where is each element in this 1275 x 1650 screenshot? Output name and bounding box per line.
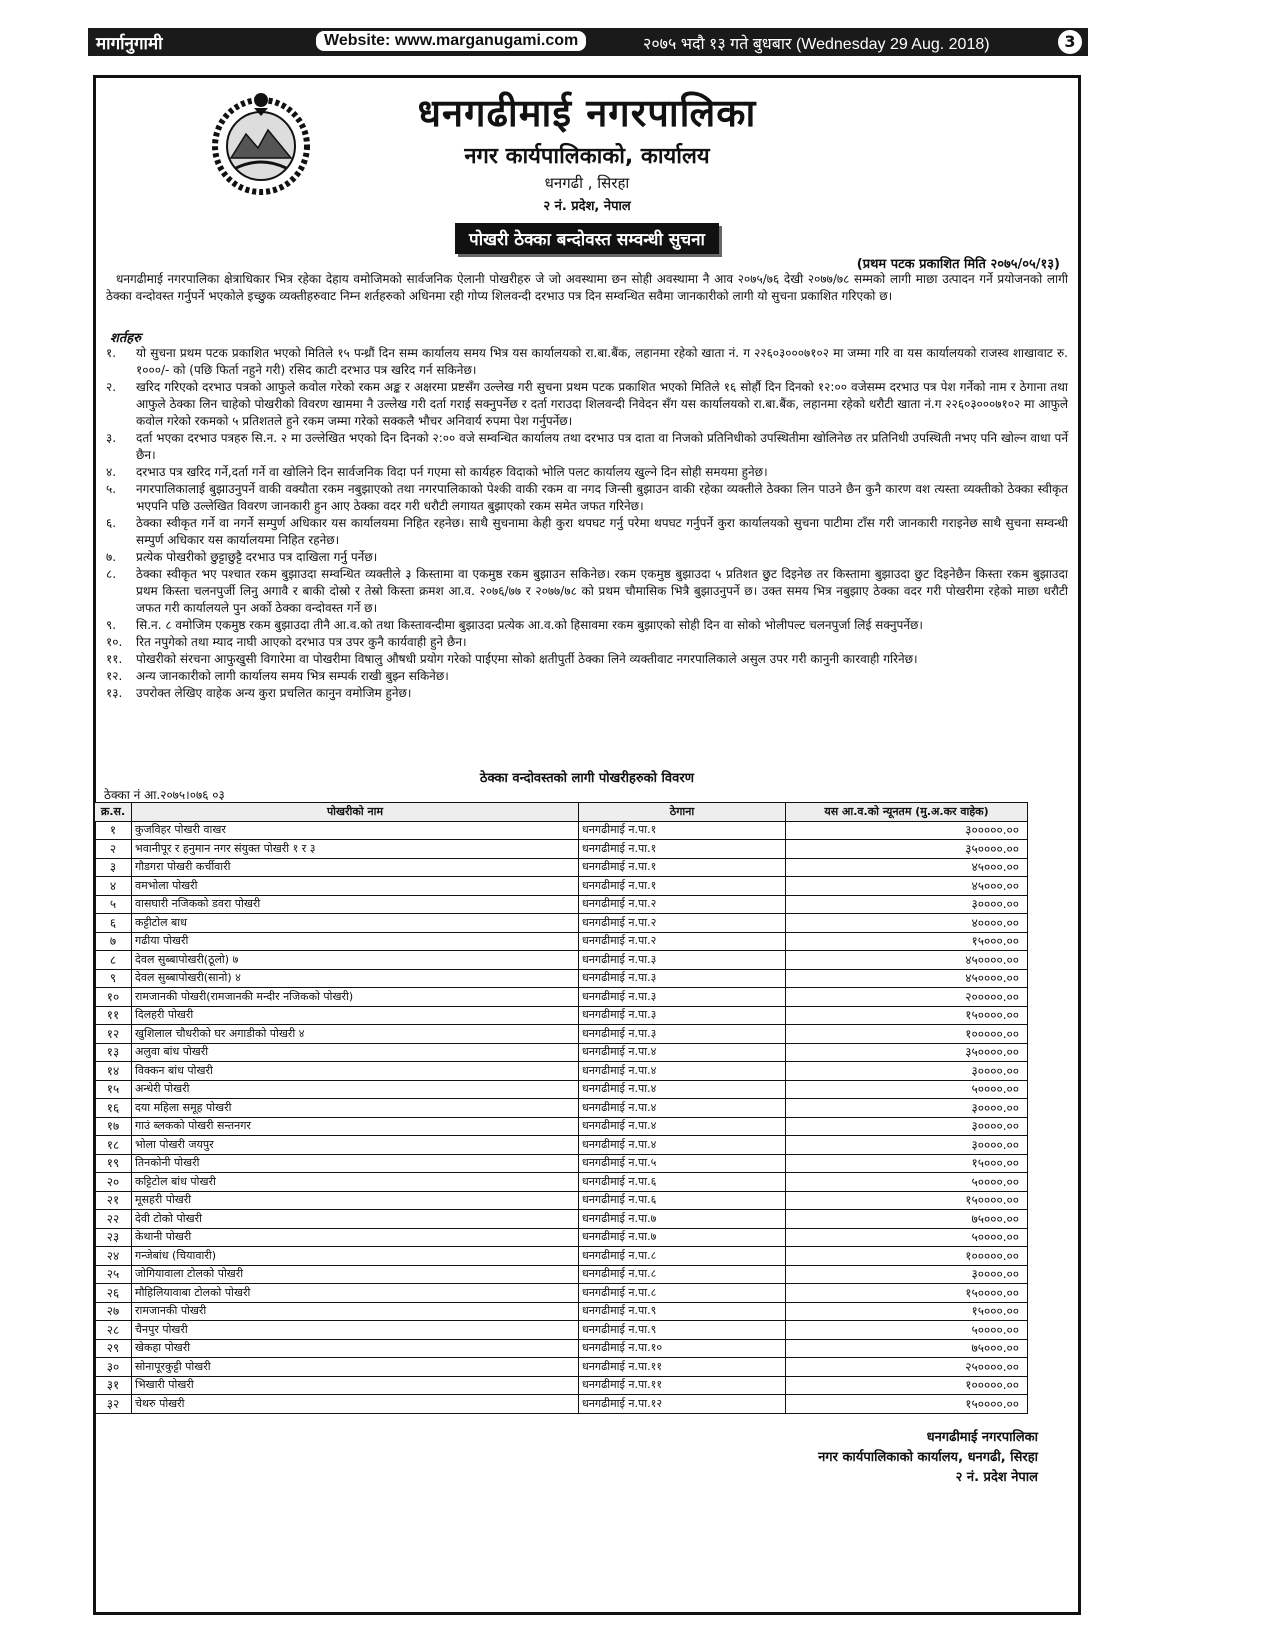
table-row <box>95 840 1028 859</box>
term-item <box>106 651 1068 668</box>
cell-address: धनगढीमाई न.पा.८ <box>579 1247 786 1266</box>
cell-pond-name: भिखारी पोखरी <box>132 1376 579 1395</box>
cell-address: धनगढीमाई न.पा.७ <box>579 1228 786 1247</box>
term-number: १२. <box>106 669 123 683</box>
cell-address: धनगढीमाई न.पा.८ <box>579 1284 786 1303</box>
ponds-table <box>94 802 1028 1414</box>
table-row <box>95 877 1028 896</box>
term-number: ७. <box>106 550 117 564</box>
cell-address: धनगढीमाई न.पा.९ <box>579 1321 786 1340</box>
cell-pond-name: गौडगरा पोखरी कर्चीवारी <box>132 858 579 877</box>
cell-sn: १२ <box>95 1025 132 1044</box>
table-row <box>95 1358 1028 1377</box>
term-item <box>106 634 1068 651</box>
cell-address: धनगढीमाई न.पा.७ <box>579 1210 786 1229</box>
table-row <box>95 1099 1028 1118</box>
cell-pond-name: कट्टिटोल बांध पोखरी <box>132 1173 579 1192</box>
table-row <box>95 1395 1028 1414</box>
cell-amount: ४५००००.०० <box>786 951 1028 970</box>
term-text: रित नपुगेको तथा म्याद नाघी आएको दरभाउ पत्र उपर कुनै कार्यवाही हुने छैन। <box>136 635 467 649</box>
cell-amount: ३००००.०० <box>786 1117 1028 1136</box>
signature-block <box>818 1428 1038 1488</box>
cell-amount: ४५०००.०० <box>786 858 1028 877</box>
cell-pond-name: देवल सुब्बापोखरी(ठूलो) ७ <box>132 951 579 970</box>
office-location: धनगढी , सिरहा <box>544 174 630 192</box>
cell-amount: ५००००.०० <box>786 1080 1028 1099</box>
term-text: दर्ता भएका दरभाउ पत्रहरु सि.न. २ मा उल्लेखित भएको दिन दिनको २:०० वजे सम्वन्धित कार्यालय तथा दरभाउ पत्र दाता वा निजको प्रतिनिधीको उपस्थितीमा खोलिनेछ तर प्रतिनिधी उपस्थिती नभए पनि खोल्न वाधा पर्ने छैन। <box>136 431 1068 462</box>
cell-sn: ८ <box>95 951 132 970</box>
table-row <box>95 1228 1028 1247</box>
cell-amount: ३५००००.०० <box>786 1043 1028 1062</box>
cell-address: धनगढीमाई न.पा.६ <box>579 1191 786 1210</box>
cell-pond-name: वमभोला पोखरी <box>132 877 579 896</box>
intro-paragraph: धनगढीमाई नगरपालिका क्षेत्राधिकार भित्र रहेका देहाय वमोजिमको सार्वजनिक ऐलानी पोखरीहरु जे जो अवस्थामा छन सोही अवस्थामा नै आव २०७५/७६ देखी २०७७/७८ सम्मको लागी माछा उत्पादन गर्ने प्रयोजनको लागी ठेक्का वन्दोवस्त गर्नुपर्ने भएकोले इच्छुक व्यक्तीहरुवाट निम्न शर्तहरुको अधिनमा रही गोप्य शिलवन्दी दरभाउ पत्र दिन सम्वन्धित सवैमा जानकारीको लागी यो सुचना प्रकाशित गरिएको छ। <box>106 272 1068 303</box>
municipality-title: धनगढीमाई नगरपालिका <box>417 91 757 135</box>
table-row <box>95 1080 1028 1099</box>
table-title: ठेक्का वन्दोवस्तको लागी पोखरीहरुको विवरण <box>479 771 695 786</box>
cell-sn: ५ <box>95 895 132 914</box>
cell-amount: ३००००.०० <box>786 1265 1028 1284</box>
term-text: ठेक्का स्वीकृत भए पश्चात रकम बुझाउदा सम्वन्धित व्यक्तीले ३ किस्तामा वा एकमुष्ठ रकम बुझाउन सकिनेछ। रकम एकमुष्ठ बुझाउदा ५ प्रतिशत छुट दिइनेछ तर किस्तामा बुझाउदा छुट दिइनेछैन किस्ता रकम बुझाउदा प्रथम किस्ता चलनपुर्जी लिनु अगावै र बाकी दोस्रो र तेस्रो किस्ता क्रमश आ.व. २०७६/७७ र २०७७/७८ को प्रथम चौमासिक भित्रै बुझाउनुपर्ने छ। उक्त समय भित्र नबुझाए ठेक्का वदर गरी पोखरीमा रहेको माछा धरौटी जफत गरी कार्यालयले पुन अर्को ठेक्का वन्दोवस्त गर्ने छ। <box>136 567 1068 615</box>
cell-pond-name: गन्जेबांध (चियावारी) <box>132 1247 579 1266</box>
term-item <box>106 379 1068 430</box>
cell-sn: १७ <box>95 1117 132 1136</box>
cell-sn: १ <box>95 821 132 840</box>
table-row <box>95 1265 1028 1284</box>
cell-sn: ९ <box>95 969 132 988</box>
cell-amount: १५००००.०० <box>786 1395 1028 1414</box>
cell-sn: ३ <box>95 858 132 877</box>
table-row <box>95 1154 1028 1173</box>
cell-sn: २६ <box>95 1284 132 1303</box>
cell-amount: १०००००.०० <box>786 1247 1028 1266</box>
term-item <box>106 345 1068 379</box>
table-row <box>95 1284 1028 1303</box>
cell-address: धनगढीमाई न.पा.३ <box>579 969 786 988</box>
subject-banner <box>96 223 1078 254</box>
cell-pond-name: कट्टीटोल बाध <box>132 914 579 933</box>
cell-address: धनगढीमाई न.पा.६ <box>579 1173 786 1192</box>
table-row <box>95 1321 1028 1340</box>
term-item <box>106 566 1068 617</box>
cell-amount: ७५०००.०० <box>786 1210 1028 1229</box>
term-item <box>106 668 1068 685</box>
term-text: ठेक्का स्वीकृत गर्ने वा नगर्ने सम्पुर्ण अधिकार यस कार्यालयमा निहित रहनेछ। साथै सुचनामा केही कुरा थपघट गर्नु परेमा थपघट गर्नुपर्ने कुरा कार्यालयको सुचना पाटीमा टाँस गरी जानकारी गराइनेछ साथै सुचना सम्वन्धी सम्पुर्ण अधिकार यस कार्यालयमा निहित रहनेछ। <box>136 516 1068 547</box>
cell-pond-name: गाउं ब्लकको पोखरी सन्तनगर <box>132 1117 579 1136</box>
cell-address: धनगढीमाई न.पा.११ <box>579 1358 786 1377</box>
term-text: नगरपालिकालाई बुझाउनुपर्ने वाकी वक्यौता रकम नबुझाएको तथा नगरपालिकाको पेश्की वाकी रकम वा नगद जिन्सी बुझाउन वाकी रहेका व्यक्तीले ठेक्का लिन पाउने छैन कुनै कारण वश त्यस्ता व्यक्तीको ठेक्का स्वीकृत भएपनि पछि उल्लेखित विवरण जानकारी हुन आए ठेक्का वदर गरी धरौटी लगायत बुझाएको रकम समेत जफत गरिनेछ। <box>136 482 1068 513</box>
province-line: २ नं. प्रदेश, नेपाल <box>543 199 631 214</box>
cell-sn: २२ <box>95 1210 132 1229</box>
term-item <box>106 464 1068 481</box>
cell-pond-name: खेकहा पोखरी <box>132 1339 579 1358</box>
table-row <box>95 1025 1028 1044</box>
col-address: ठेगाना <box>579 803 786 822</box>
cell-pond-name: अलुवा बांध पोखरी <box>132 1043 579 1062</box>
cell-pond-name: भवानीपूर र हनुमान नगर संयुक्त पोखरी १ र ३ <box>132 840 579 859</box>
cell-sn: ११ <box>95 1006 132 1025</box>
cell-address: धनगढीमाई न.पा.४ <box>579 1099 786 1118</box>
cell-pond-name: दिलहरी पोखरी <box>132 1006 579 1025</box>
cell-pond-name: रामजानकी पोखरी(रामजानकी मन्दीर नजिकको पोखरी) <box>132 988 579 1007</box>
cell-address: धनगढीमाई न.पा.३ <box>579 988 786 1007</box>
cell-sn: ३२ <box>95 1395 132 1414</box>
cell-sn: २० <box>95 1173 132 1192</box>
cell-address: धनगढीमाई न.पा.१ <box>579 858 786 877</box>
cell-pond-name: केथानी पोखरी <box>132 1228 579 1247</box>
term-number: ९. <box>106 618 117 632</box>
page-number: 3 <box>1058 30 1082 54</box>
cell-amount: ५००००.०० <box>786 1228 1028 1247</box>
cell-sn: १६ <box>95 1099 132 1118</box>
table-row <box>95 988 1028 1007</box>
cell-amount: ५००००.०० <box>786 1321 1028 1340</box>
term-item <box>106 617 1068 634</box>
cell-amount: ५००००.०० <box>786 1173 1028 1192</box>
cell-amount: १५०००.०० <box>786 932 1028 951</box>
term-text: यो सुचना प्रथम पटक प्रकाशित भएको मितिले १५ पन्ध्रौं दिन सम्म कार्यालय समय भित्र यस कार्यालयको रा.बा.बैंक, लहानमा रहेको खाता नं. ग २२६०३०००७१०२ मा जम्मा गरि वा यस कार्यालयको राजस्व शाखावाट रु. १०००/- को (पछि फिर्ता नहुने गरी) रसिद काटी दरभाउ पत्र खरिद गर्न सकिनेछ। <box>136 346 1068 377</box>
cell-amount: १५०००.०० <box>786 1302 1028 1321</box>
terms-list <box>106 345 1068 702</box>
term-number: ८. <box>106 567 117 581</box>
term-text: दरभाउ पत्र खरिद गर्ने,दर्ता गर्ने वा खोलिने दिन सार्वजनिक विदा पर्न गएमा सो कार्यहरु विदाको भोलि पलट कार्यालय खुल्ने दिन सोही समयमा हुनेछ। <box>136 465 768 479</box>
cell-sn: १३ <box>95 1043 132 1062</box>
cell-address: धनगढीमाई न.पा.८ <box>579 1265 786 1284</box>
cell-address: धनगढीमाई न.पा.२ <box>579 895 786 914</box>
table-row <box>95 895 1028 914</box>
term-item <box>106 481 1068 515</box>
table-row <box>95 1117 1028 1136</box>
cell-sn: ६ <box>95 914 132 933</box>
cell-address: धनगढीमाई न.पा.११ <box>579 1376 786 1395</box>
cell-sn: २८ <box>95 1321 132 1340</box>
public-notice <box>93 75 1081 1615</box>
cell-sn: ४ <box>95 877 132 896</box>
term-text: प्रत्येक पोखरीको छुट्टाछुट्टै दरभाउ पत्र दाखिला गर्नु पर्नेछ। <box>136 550 378 564</box>
cell-amount: ४५००००.०० <box>786 969 1028 988</box>
table-row <box>95 1210 1028 1229</box>
table-row <box>95 1302 1028 1321</box>
cell-sn: २७ <box>95 1302 132 1321</box>
cell-sn: ७ <box>95 932 132 951</box>
cell-sn: १९ <box>95 1154 132 1173</box>
cell-sn: २ <box>95 840 132 859</box>
cell-sn: २५ <box>95 1265 132 1284</box>
cell-sn: १५ <box>95 1080 132 1099</box>
cell-amount: १५००००.०० <box>786 1006 1028 1025</box>
notice-subject: पोखरी ठेक्का बन्दोवस्त सम्वन्धी सुचना <box>455 223 719 254</box>
table-header-row <box>95 803 1028 822</box>
table-row <box>95 1136 1028 1155</box>
table-row <box>95 1339 1028 1358</box>
cell-amount: ४५०००.०० <box>786 877 1028 896</box>
term-number: ३. <box>106 431 117 445</box>
cell-sn: १० <box>95 988 132 1007</box>
cell-amount: २०००००.०० <box>786 988 1028 1007</box>
cell-pond-name: खुशिलाल चौधरीको घर अगाडीको पोखरी ४ <box>132 1025 579 1044</box>
cell-sn: १८ <box>95 1136 132 1155</box>
cell-sn: २१ <box>95 1191 132 1210</box>
cell-address: धनगढीमाई न.पा.१ <box>579 821 786 840</box>
issue-date: २०७५ भदौ १३ गते बुधबार (Wednesday 29 Aug. 2018) <box>643 36 990 53</box>
cell-sn: २३ <box>95 1228 132 1247</box>
table-row <box>95 1247 1028 1266</box>
cell-pond-name: मौहिलियावाबा टोलको पोखरी <box>132 1284 579 1303</box>
signature-line-2: नगर कार्यपालिकाको कार्यालय, धनगढी, सिरहा <box>818 1450 1038 1465</box>
cell-amount: ७५०००.०० <box>786 1339 1028 1358</box>
term-number: ११. <box>106 652 123 666</box>
cell-pond-name: कुजविहर पोखरी वाखर <box>132 821 579 840</box>
term-item <box>106 430 1068 464</box>
table-row <box>95 932 1028 951</box>
term-number: २. <box>106 380 117 394</box>
table-row <box>95 1173 1028 1192</box>
term-number: ४. <box>106 465 117 479</box>
cell-address: धनगढीमाई न.पा.४ <box>579 1080 786 1099</box>
cell-amount: २५००००.०० <box>786 1358 1028 1377</box>
cell-pond-name: जोगियावाला टोलको पोखरी <box>132 1265 579 1284</box>
table-row <box>95 1043 1028 1062</box>
cell-pond-name: अन्धेरी पोखरी <box>132 1080 579 1099</box>
cell-address: धनगढीमाई न.पा.४ <box>579 1117 786 1136</box>
table-row <box>95 951 1028 970</box>
table-row <box>95 858 1028 877</box>
signature-line-3: २ नं. प्रदेश नेपाल <box>955 1470 1038 1485</box>
signature-line-1: धनगढीमाई नगरपालिका <box>926 1430 1038 1445</box>
term-item <box>106 549 1068 566</box>
cell-pond-name: सोनापूरकुट्टी पोखरी <box>132 1358 579 1377</box>
cell-pond-name: दया महिला समूह पोखरी <box>132 1099 579 1118</box>
newspaper-masthead <box>88 28 1088 56</box>
cell-address: धनगढीमाई न.पा.१० <box>579 1339 786 1358</box>
term-number: १०. <box>106 635 123 649</box>
cell-pond-name: चेथरु पोखरी <box>132 1395 579 1414</box>
cell-amount: १०००००.०० <box>786 1025 1028 1044</box>
cell-address: धनगढीमाई न.पा.३ <box>579 1006 786 1025</box>
cell-amount: ३००००.०० <box>786 1099 1028 1118</box>
table-row <box>95 1062 1028 1081</box>
cell-pond-name: चैनपुर पोखरी <box>132 1321 579 1340</box>
contract-number: ठेक्का नं आ.२०७५।०७६ ०३ <box>104 788 225 802</box>
cell-pond-name: रामजानकी पोखरी <box>132 1302 579 1321</box>
col-sn: क्र.स. <box>95 803 132 822</box>
term-number: १. <box>106 346 117 360</box>
cell-pond-name: तिनकोनी पोखरी <box>132 1154 579 1173</box>
cell-address: धनगढीमाई न.पा.१२ <box>579 1395 786 1414</box>
cell-pond-name: भोला पोखरी जयपुर <box>132 1136 579 1155</box>
cell-pond-name: गढीया पोखरी <box>132 932 579 951</box>
cell-sn: ३१ <box>95 1376 132 1395</box>
cell-sn: २४ <box>95 1247 132 1266</box>
term-text: पोखरीको संरचना आफुखुसी विगारेमा वा पोखरीमा विषालु औषधी प्रयोग गरेको पाईएमा सोको क्षतीपुर्ती ठेक्का लिने व्यक्तीवाट नगरपालिकाले असुल उपर गरी कानुनी कारवाही गरिनेछ। <box>136 652 918 666</box>
cell-amount: १५०००.०० <box>786 1154 1028 1173</box>
published-date: (प्रथम पटक प्रकाशित मिति २०७५/०५/१३) <box>856 257 1060 272</box>
cell-amount: ३००००.०० <box>786 895 1028 914</box>
cell-amount: ३०००००.०० <box>786 821 1028 840</box>
table-row <box>95 914 1028 933</box>
cell-address: धनगढीमाई न.पा.४ <box>579 1062 786 1081</box>
cell-amount: ३००००.०० <box>786 1136 1028 1155</box>
cell-address: धनगढीमाई न.पा.१ <box>579 840 786 859</box>
term-text: अन्य जानकारीको लागी कार्यालय समय भित्र सम्पर्क राखी बुझ्न सकिनेछ। <box>136 669 449 683</box>
term-number: ६. <box>106 516 117 530</box>
col-name: पोखरीको नाम <box>132 803 579 822</box>
cell-pond-name: वासघारी नजिकको डवरा पोखरी <box>132 895 579 914</box>
cell-address: धनगढीमाई न.पा.२ <box>579 932 786 951</box>
cell-pond-name: देवल सुब्बापोखरी(सानो) ४ <box>132 969 579 988</box>
cell-address: धनगढीमाई न.पा.३ <box>579 951 786 970</box>
cell-address: धनगढीमाई न.पा.४ <box>579 1136 786 1155</box>
cell-pond-name: देवी टोको पोखरी <box>132 1210 579 1229</box>
cell-address: धनगढीमाई न.पा.३ <box>579 1025 786 1044</box>
cell-address: धनगढीमाई न.पा.२ <box>579 914 786 933</box>
table-row <box>95 969 1028 988</box>
table-row <box>95 821 1028 840</box>
cell-amount: ४००००.०० <box>786 914 1028 933</box>
cell-sn: १४ <box>95 1062 132 1081</box>
cell-amount: १५००००.०० <box>786 1191 1028 1210</box>
col-amount: यस आ.व.को न्यूनतम (मु.अ.कर वाहेक) <box>786 803 1028 822</box>
table-row <box>95 1006 1028 1025</box>
term-text: उपरोक्त लेखिए वाहेक अन्य कुरा प्रचलित कानुन वमोजिम हुनेछ। <box>136 686 412 700</box>
term-item <box>106 685 1068 702</box>
cell-address: धनगढीमाई न.पा.४ <box>579 1043 786 1062</box>
term-number: १३. <box>106 686 123 700</box>
cell-address: धनगढीमाई न.पा.९ <box>579 1302 786 1321</box>
cell-address: धनगढीमाई न.पा.१ <box>579 877 786 896</box>
newspaper-brand: मार्गानुगामी <box>96 34 163 54</box>
cell-amount: ३००००.०० <box>786 1062 1028 1081</box>
cell-amount: ३५००००.०० <box>786 840 1028 859</box>
cell-pond-name: विक्कन बांध पोखरी <box>132 1062 579 1081</box>
terms-heading: शर्तहरु <box>110 331 141 346</box>
term-text: सि.न. ८ वमोजिम एकमुष्ठ रकम बुझाउदा तीनै आ.व.को तथा किस्तावन्दीमा बुझाउदा प्रत्येक आ.व.को हिसावमा रकम बुझाएको सोही दिन वा सोको भोलीपल्ट चलनपुर्जा लिई सक्नुपर्नेछ। <box>136 618 923 632</box>
cell-address: धनगढीमाई न.पा.५ <box>579 1154 786 1173</box>
cell-sn: ३० <box>95 1358 132 1377</box>
cell-pond-name: मूसहरी पोखरी <box>132 1191 579 1210</box>
website-label: Website: www.marganugami.com <box>316 31 586 51</box>
cell-sn: २९ <box>95 1339 132 1358</box>
office-name: नगर कार्यपालिकाको, कार्यालय <box>464 144 710 169</box>
table-row <box>95 1376 1028 1395</box>
term-number: ५. <box>106 482 117 496</box>
cell-amount: १०००००.०० <box>786 1376 1028 1395</box>
cell-amount: १५००००.०० <box>786 1284 1028 1303</box>
term-text: खरिद गरिएको दरभाउ पत्रको आफुले कवोल गरेको रकम अङ्क र अक्षरमा प्रष्टसँग उल्लेख गरी सुचना प्रथम पटक प्रकाशित भएको मितिले १६ सोर्हौ दिन दिनको १२:०० वजेसम्म दरभाउ पत्र पेश गर्नेको नाम र ठेगाना तथा आफुले ठेक्का लिन चाहेको पोखरीको विवरण खाममा नै उल्लेख गरी दर्ता गराई सक्नुपर्नेछ र दर्ता गराउदा शिलवन्दी निवेदन सँग यस कार्यालयको रा.बा.बैंक, लहानमा रहेको धरौटी खाता नं.ग २२६०३०००७१०२ मा आफुले कवोल गरेको रकमको ५ प्रतिशतले हुने रकम जम्मा गरेको सक्कलै भौचर अनिवार्य रुपमा पेश गर्नुपर्नेछ। <box>136 380 1068 428</box>
term-item <box>106 515 1068 549</box>
table-row <box>95 1191 1028 1210</box>
